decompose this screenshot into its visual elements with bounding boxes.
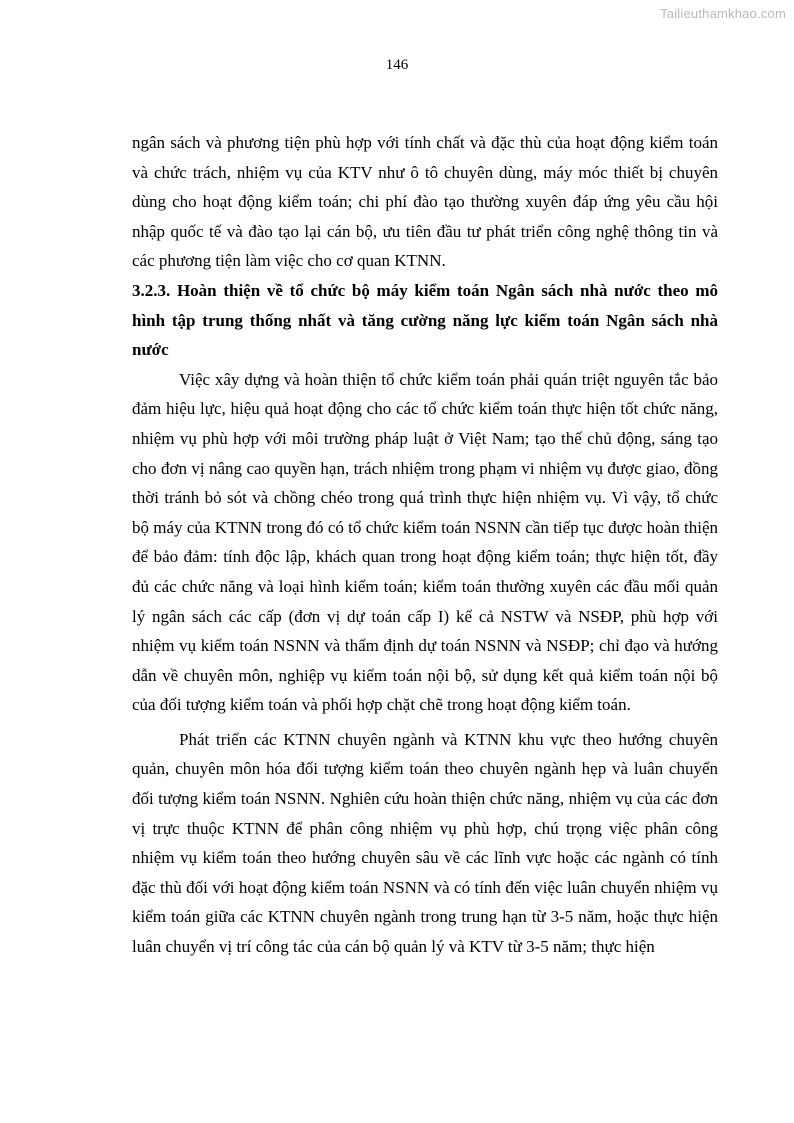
page-number: 146 xyxy=(385,57,409,73)
paragraph: Phát triển các KTNN chuyên ngành và KTNN khu vực theo hướng chuyên quản, chuyên môn hóa đối tượng kiểm toán theo chuyên ngành hẹp và luân chuyển đối tượng kiểm toán NSNN. Nghiên cứu hoàn thiện chức năng, nhiệm vụ của các đơn vị trực thuộc KTNN để phân công nhiệm vụ phù hợp, chú trọng việc phân công nhiệm vụ kiểm toán theo hướng chuyên sâu về các lĩnh vực hoặc các ngành có tính đặc thù đối với hoạt động kiểm toán NSNN và có tính đến việc luân chuyển nhiệm vụ kiểm toán giữa các KTNN chuyên ngành trong trung hạn từ 3-5 năm, hoặc thực hiện luân chuyển vị trí công tác của cán bộ quản lý và KTV từ 3-5 năm; thực hiện xyxy=(132,729,718,957)
watermark: Tailieuthamkhao.com xyxy=(660,6,786,21)
paragraph: Việc xây dựng và hoàn thiện tổ chức kiểm toán phải quán triệt nguyên tắc bảo đảm hiệu lực, hiệu quả hoạt động cho các tổ chức kiểm toán thực hiện tốt chức năng, nhiệm vụ phù hợp với môi trường pháp luật ở Việt Nam; tạo thế chủ động, sáng tạo cho đơn vị nâng cao quyền hạn, trách nhiệm trong phạm vi nhiệm vụ được giao, đồng thời tránh bỏ sót và chồng chéo trong quá trình thực hiện nhiệm vụ. Vì vậy, tổ chức bộ máy của KTNN trong đó có tổ chức kiểm toán NSNN cần tiếp tục được hoàn thiện để bảo đảm: tính độc lập, khách quan trong hoạt động kiểm toán; thực hiện tốt, đầy đủ các chức năng và loại hình kiểm toán; kiểm toán thường xuyên các đầu mối quản lý ngân sách các cấp (đơn vị dự toán cấp I) kể cả NSTW và NSĐP, phù hợp với nhiệm vụ kiểm toán NSNN và thẩm định dự toán NSNN và NSĐP; chỉ đạo và hướng dẫn về chuyên môn, nghiệp vụ kiểm toán nội bộ, sử dụng kết quả kiểm toán nội bộ của đối tượng kiểm toán và phối hợp chặt chẽ trong hoạt động kiểm toán. xyxy=(132,369,718,715)
paragraph-continuation: ngân sách và phương tiện phù hợp với tính chất và đặc thù của hoạt động kiểm toán và chức trách, nhiệm vụ của KTV như ô tô chuyên dùng, máy móc thiết bị chuyên dùng cho hoạt động kiểm toán; chi phí đào tạo thường xuyên đáp ứng yêu cầu hội nhập quốc tế và đào tạo lại cán bộ, ưu tiên đầu tư phát triển công nghệ thông tin và các phương tiện làm việc cho cơ quan KTNN. xyxy=(132,133,718,271)
document-body xyxy=(132,128,718,962)
section-heading: 3.2.3. Hoàn thiện về tổ chức bộ máy kiểm toán Ngân sách nhà nước theo mô hình tập trung thống nhất và tăng cường năng lực kiểm toán Ngân sách nhà nước xyxy=(132,280,718,360)
